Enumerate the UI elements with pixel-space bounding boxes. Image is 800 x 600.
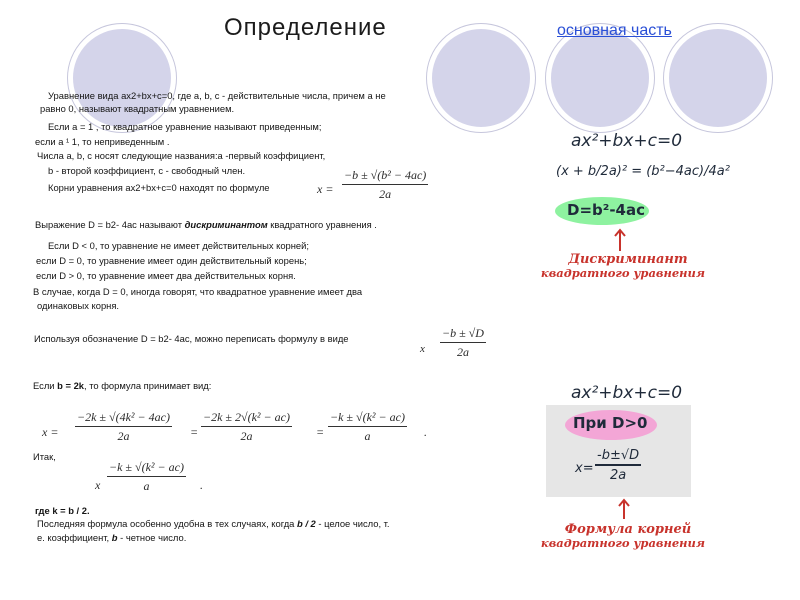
illustration-top-equation: ax²+bx+c=0 <box>571 131 683 151</box>
illustration-bottom-condition: При D>0 <box>573 414 648 432</box>
decorative-circle-1 <box>68 24 176 132</box>
k-formula-fraction-1 <box>75 410 172 444</box>
illustration-top-caption-1: Дискриминант <box>568 252 688 267</box>
roots-formula-text: Корни уравнения ax2+bx+c=0 находят по формуле <box>48 182 270 193</box>
k-formula-eq-3: = <box>316 425 325 439</box>
last-note-line-1 <box>37 518 390 531</box>
illustration-bottom-caption-1: Формула корней <box>564 522 692 537</box>
using-d-text: Используя обозначение D = b2- 4ac, можно переписать формулу в виде <box>34 333 349 344</box>
last-note2-bold: b <box>111 532 118 543</box>
k-formula-eq-2: = <box>190 425 199 439</box>
discriminant-term: дискриминантом <box>184 219 268 230</box>
root-d-denominator: 2a <box>456 345 469 359</box>
k-formula-numerator-3: −k ± √(k² − ac) <box>328 410 407 427</box>
decorative-circle-3 <box>546 24 654 132</box>
illustration-top-caption-2: квадратного уравнения <box>540 266 706 280</box>
final-formula-fraction <box>107 460 186 494</box>
if-b-before: Если <box>33 380 58 391</box>
illustration-top-discriminant: D=b²-4ac <box>567 201 646 219</box>
k-formula-fraction-2 <box>201 410 292 444</box>
definition-line-2: равно 0, называют квадратным уравнением. <box>40 103 235 114</box>
last-note-bold: b / 2 <box>296 518 316 529</box>
where-k-text: где k = b / 2. <box>35 505 90 516</box>
last-note-before: Последняя формула особенно удобна в тех случаях, когда <box>37 518 297 529</box>
root-d-numerator: −b ± √D <box>440 326 486 343</box>
k-formula-dot: . <box>424 425 427 439</box>
itak-text: Итак, <box>33 451 56 462</box>
root-formula-x: x = <box>317 182 334 196</box>
definition-line-1: Уравнение вида ax2+bx+c=0, где a, b, c - действительные числа, причем a не <box>48 90 386 101</box>
case-positive: если D > 0, то уравнение имеет два действительных корня. <box>36 270 296 281</box>
root-formula-numerator: −b ± √(b² − 4ac) <box>342 168 428 185</box>
illustration-bottom-fraction <box>595 448 641 483</box>
root-d-fraction <box>440 326 486 360</box>
if-b-bold: b = 2k <box>57 380 84 391</box>
discriminant-text-before: Выражение D = b2- 4ac называют <box>35 219 185 230</box>
k-formula-fraction-3 <box>328 410 407 444</box>
final-formula-numerator: −k ± √(k² − ac) <box>107 460 186 477</box>
equal-roots-line-2: одинаковых корня. <box>37 300 120 311</box>
k-formula-x: x = <box>42 425 59 439</box>
k-formula-numerator-2: −2k ± 2√(k² − ac) <box>201 410 292 427</box>
last-note-line-2 <box>37 532 186 545</box>
decorative-circle-2 <box>427 24 535 132</box>
reduced-line-1: Если a = 1 , то квадратное уравнение называют приведенным; <box>48 121 322 132</box>
last-note-after: - целое число, т. <box>315 518 390 529</box>
coefficients-line-2: b - второй коэффициент, c - свободный член. <box>48 165 246 176</box>
last-note2-after: - четное число. <box>117 532 187 543</box>
k-formula-numerator-1: −2k ± √(4k² − 4ac) <box>75 410 172 427</box>
coefficients-line-1: Числа a, b, c носят следующие названия:a -первый коэффициент, <box>37 150 326 161</box>
k-formula-denominator-2: 2a <box>240 429 253 443</box>
final-formula-x: x <box>95 478 101 492</box>
final-formula-denominator: a <box>143 479 150 493</box>
case-negative: Если D < 0, то уравнение не имеет действительных корней; <box>48 240 309 251</box>
illustration-bottom-equation: ax²+bx+c=0 <box>571 383 683 403</box>
arrow-up-icon <box>617 498 631 520</box>
case-zero: если D = 0, то уравнение имеет один действительный корень; <box>36 255 307 266</box>
main-part-link[interactable]: основная часть <box>557 22 672 39</box>
if-b-after: , то формула принимает вид: <box>84 380 212 391</box>
if-b-2k-text <box>33 380 211 393</box>
page-title: Определение <box>224 14 387 41</box>
last-note2-before: е. коэффициент, <box>37 532 112 543</box>
illustration-bottom-x: x= <box>575 461 594 476</box>
illustration-bottom-numerator: -b±√D <box>595 448 641 466</box>
illustration-bottom-denominator: 2a <box>609 468 627 483</box>
final-formula-dot: . <box>200 478 203 492</box>
root-formula-fraction <box>342 168 428 202</box>
illustration-bottom-caption-2: квадратного уравнения <box>540 536 706 550</box>
arrow-up-icon <box>613 228 627 252</box>
decorative-circle-4 <box>664 24 772 132</box>
k-formula-denominator-1: 2a <box>117 429 130 443</box>
reduced-line-2: если a ¹ 1, то неприведенным . <box>35 136 170 147</box>
discriminant-text-after: квадратного уравнения . <box>267 219 377 230</box>
equal-roots-line-1: В случае, когда D = 0, иногда говорят, что квадратное уравнение имеет два <box>33 286 363 297</box>
k-formula-denominator-3: a <box>364 429 371 443</box>
discriminant-definition <box>35 219 377 232</box>
illustration-top-completed-square: (x + b/2a)² = (b²−4ac)/4a² <box>556 164 730 179</box>
root-d-x: x <box>420 343 425 355</box>
root-formula-denominator: 2a <box>379 187 392 201</box>
